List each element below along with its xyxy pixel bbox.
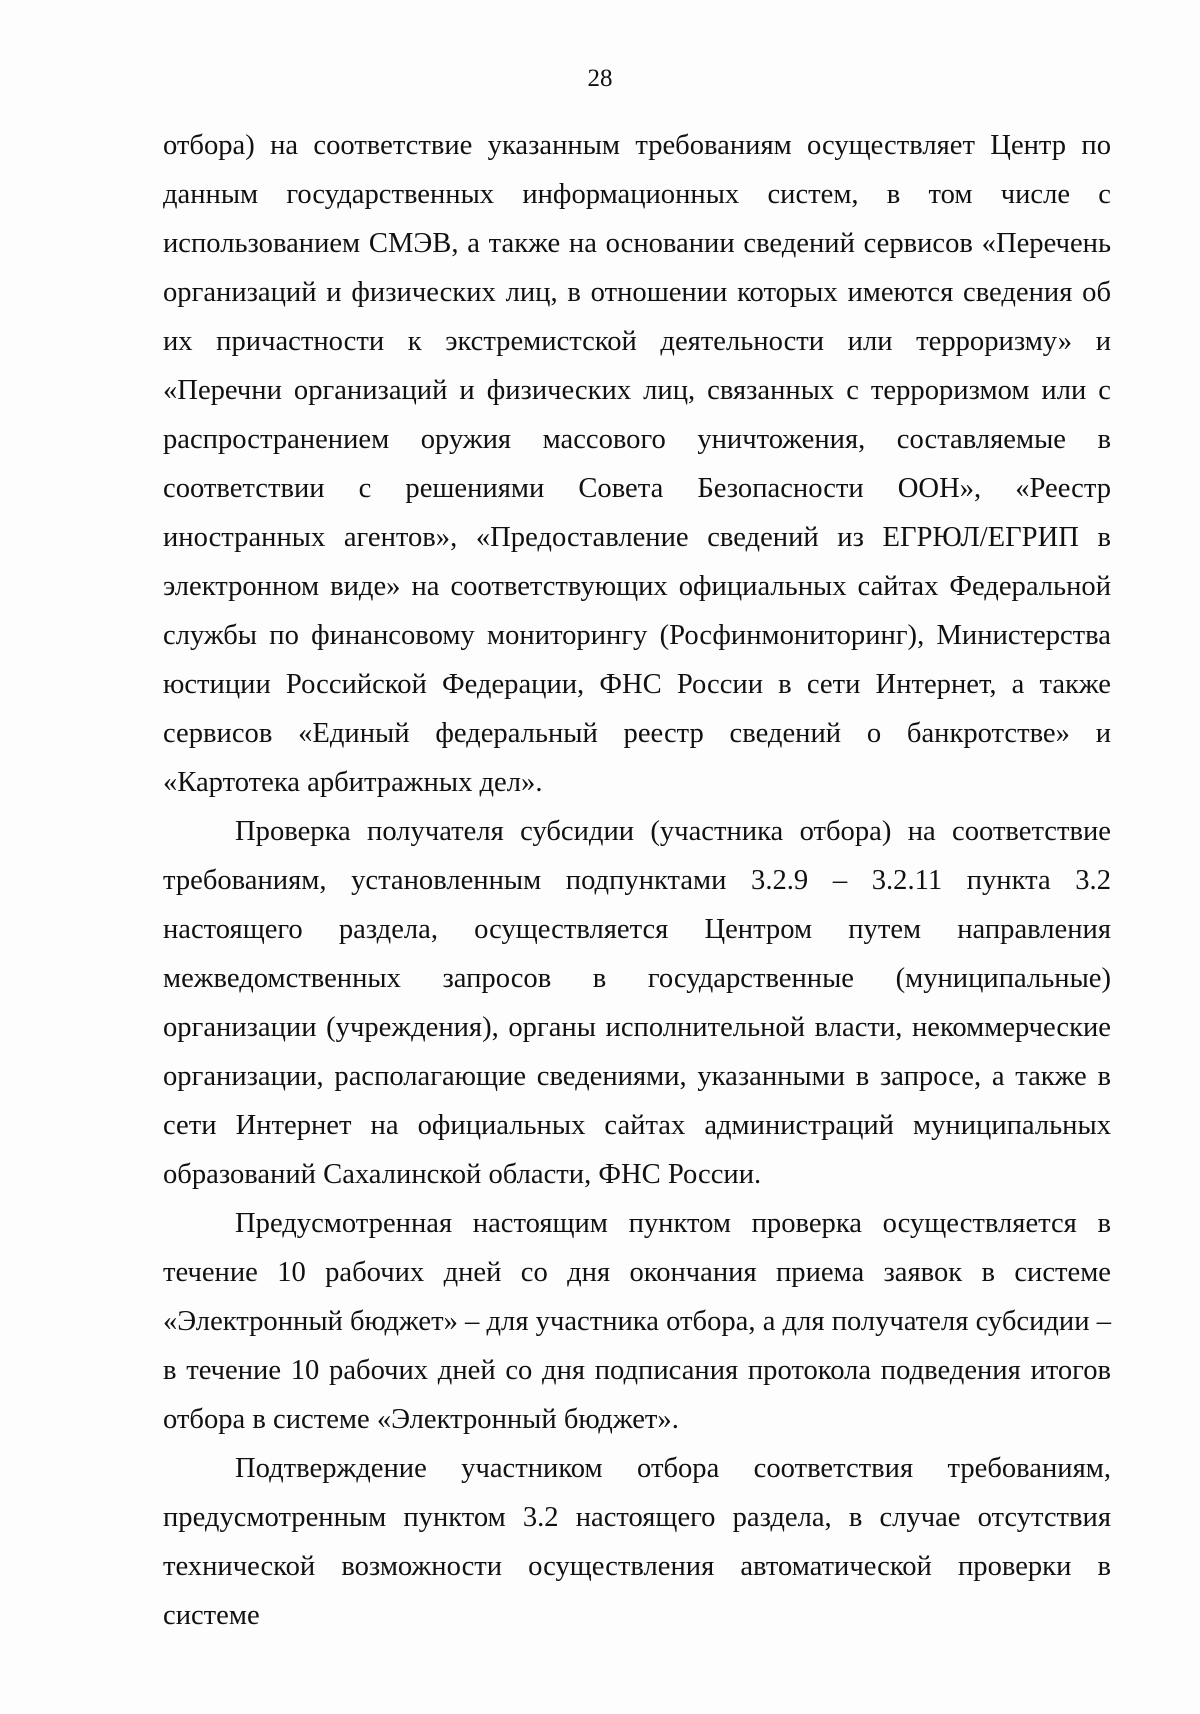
document-body <box>163 121 1111 1640</box>
paragraph-1: отбора) на соответствие указанным требованиям осуществляет Центр по данным государственных информационных систем, в том числе с использованием СМЭВ, а также на основании сведений сервисов «Перечень организаций и физических лиц, в отношении которых имеются сведения об их причастности к экстремистской деятельности или терроризму» и «Перечни организаций и физических лиц, связанных с терроризмом или с распространением оружия массового уничтожения, составляемые в соответствии с решениями Совета Безопасности ООН», «Реестр иностранных агентов», «Предоставление сведений из ЕГРЮЛ/ЕГРИП в электронном виде» на соответствующих официальных сайтах Федеральной службы по финансовому мониторингу (Росфинмониторинг), Министерства юстиции Российской Федерации, ФНС России в сети Интернет, а также сервисов «Единый федеральный реестр сведений о банкротстве» и «Картотека арбитражных дел». <box>163 130 1111 798</box>
paragraph-4: Подтверждение участником отбора соответствия требованиям, предусмотренным пунктом 3.2 настоящего раздела, в случае отсутствия технической возможности осуществления автоматической проверки в системе <box>163 1453 1111 1631</box>
paragraph-2: Проверка получателя субсидии (участника отбора) на соответствие требованиям, установленным подпунктами 3.2.9 – 3.2.11 пункта 3.2 настоящего раздела, осуществляется Центром путем направления межведомственных запросов в государственные (муниципальные) организации (учреждения), органы исполнительной власти, некоммерческие организации, располагающие сведениями, указанными в запросе, а также в сети Интернет на официальных сайтах администраций муниципальных образований Сахалинской области, ФНС России. <box>163 816 1111 1190</box>
page-number: 28 <box>587 65 613 92</box>
paragraph-3: Предусмотренная настоящим пунктом проверка осуществляется в течение 10 рабочих дней со дня окончания приема заявок в системе «Электронный бюджет» – для участника отбора, а для получателя субсидии – в течение 10 рабочих дней со дня подписания протокола подведения итогов отбора в системе «Электронный бюджет». <box>163 1208 1111 1435</box>
